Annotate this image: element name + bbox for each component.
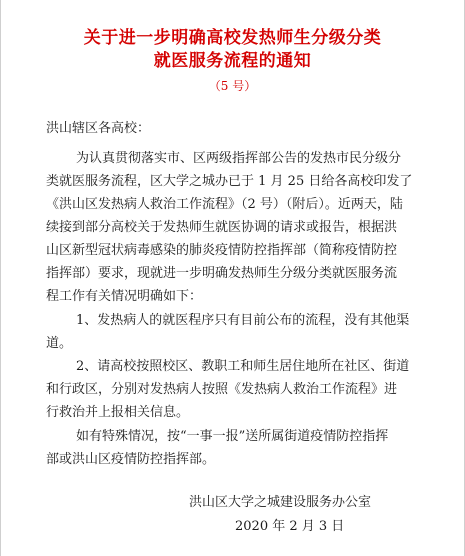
notice-title-line-2: 就医服务流程的通知 xyxy=(153,51,312,71)
signature-date: 2020 年 2 月 3 日 xyxy=(235,519,345,534)
body-line: 为认真贯彻落实市、区两级指挥部公告的发热市民分级分 xyxy=(76,151,402,166)
body-line: 1、发热病人的就医程序只有目前公布的流程，没有其他渠 xyxy=(76,313,410,328)
body-line: 程工作有关情况明确如下： xyxy=(46,289,203,304)
body-line: 指挥部）要求，现就进一步明确发热师生分级分类就医服务流 xyxy=(46,266,398,281)
notice-title-line-1: 关于进一步明确高校发热师生分级分类 xyxy=(83,28,382,48)
signature-organization: 洪山区大学之城建设服务办公室 xyxy=(189,495,372,510)
body-line: 如有特殊情况，按“一事一报”送所属街道疫情防控指挥 xyxy=(76,429,389,444)
body-line: 山区新型冠状病毒感染的肺炎疫情防控指挥部（简称疫情防控 xyxy=(46,243,398,258)
document-number: （5 号） xyxy=(208,79,257,93)
body-line: 和行政区，分别对发热病人按照《发热病人救治工作流程》进 xyxy=(46,382,398,397)
body-line: 部或洪山区疫情防控指挥部。 xyxy=(46,452,216,467)
body-line: 行救治并上报相关信息。 xyxy=(46,405,190,420)
salutation: 洪山辖区各高校： xyxy=(46,121,151,136)
body-line: 道。 xyxy=(46,336,73,351)
body-line: 类就医服务流程，区大学之城办已于 1 月 25 日给各高校印发了 xyxy=(46,174,413,189)
body-line: 《洪山区发热病人救治工作流程》（2 号）（附后）。近两天，陆 xyxy=(46,197,403,212)
body-line: 续接到部分高校关于发热师生就医协调的请求或报告，根据洪 xyxy=(46,220,398,235)
body-line: 2、请高校按照校区、教职工和师生居住地所在社区、街道 xyxy=(76,359,410,374)
